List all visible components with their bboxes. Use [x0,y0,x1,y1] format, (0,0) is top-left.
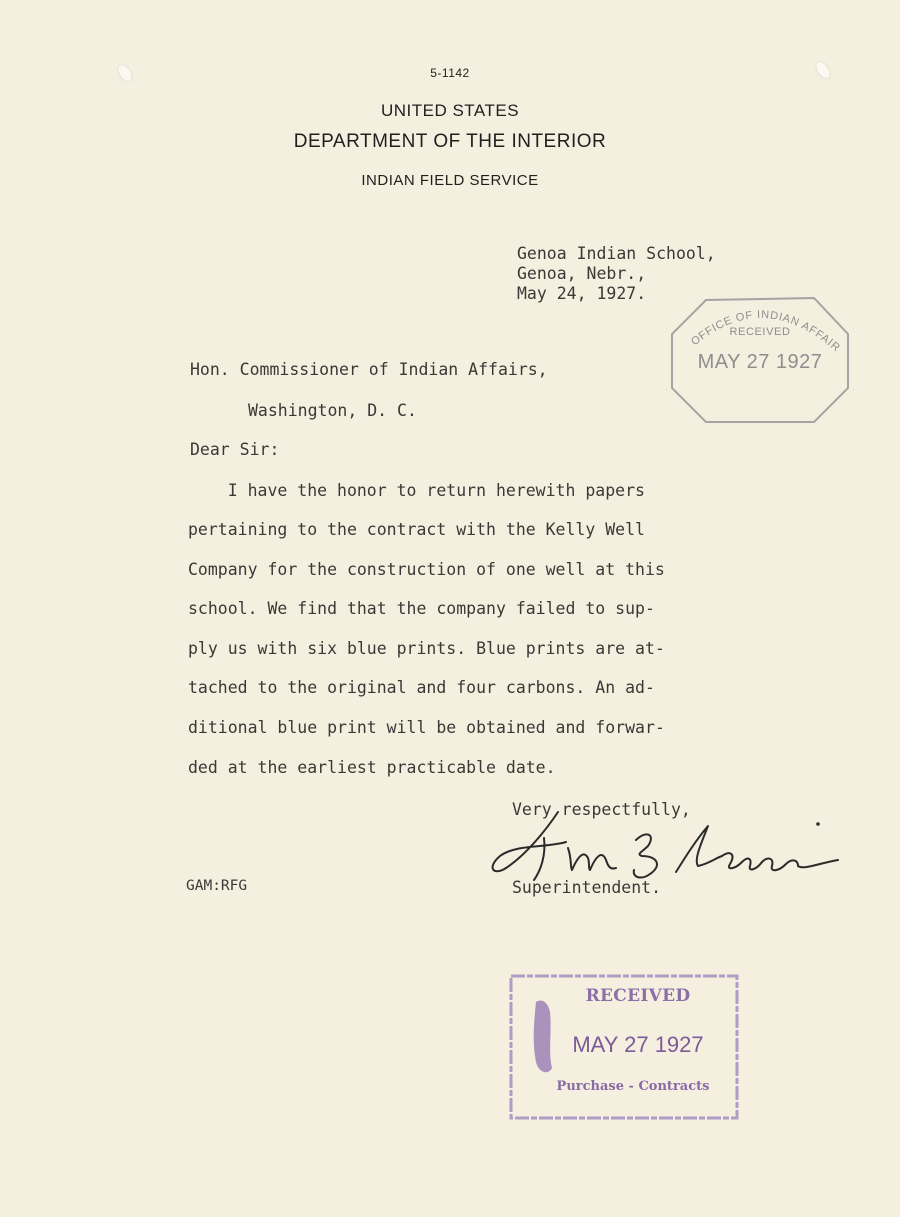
contracts-received-stamp [508,972,740,1122]
stamp-department: Purchase - Contracts [556,1079,710,1094]
body-line: tached to the original and four carbons. An ad- [188,678,655,697]
stamp-date: MAY 27 1927 [572,1032,704,1057]
letterhead-service: INDIAN FIELD SERVICE [361,172,539,189]
body-line: ditional blue print will be obtained and forwar- [188,718,665,737]
sender-address-line: Genoa Indian School, [517,244,716,263]
stamp-arc-text: OFFICE OF INDIAN AFFAIR [689,308,843,355]
stamp-received-heading: RECEIVED [585,986,691,1006]
handwritten-signature [486,800,846,890]
form-number: 5-1142 [430,66,470,80]
letterhead-country: UNITED STATES [380,101,520,120]
recipient-name: Hon. Commissioner of Indian Affairs, [190,360,548,379]
office-received-stamp [668,294,852,426]
signer-title: Superintendent. [512,878,662,897]
body-line: ply us with six blue prints. Blue prints are at- [188,639,665,658]
body-line: pertaining to the contract with the Kelly Well [188,520,645,539]
stamp-received-label: RECEIVED [729,326,791,338]
letterhead-department: DEPARTMENT OF THE INTERIOR [293,131,607,152]
body-line: ded at the earliest practicable date. [188,758,556,777]
stamp-date: MAY 27 1927 [697,351,823,373]
body-line: Company for the construction of one well at this [188,560,665,579]
recipient-city: Washington, D. C. [248,401,417,420]
salutation: Dear Sir: [190,440,280,459]
body-line: school. We find that the company failed to sup- [188,599,655,618]
reference-initials: GAM:RFG [186,878,248,894]
letter-date: May 24, 1927. [517,284,647,303]
body-line: I have the honor to return herewith papers [188,481,645,500]
closing: Very respectfully, [512,800,691,819]
sender-address-line: Genoa, Nebr., [517,264,647,283]
